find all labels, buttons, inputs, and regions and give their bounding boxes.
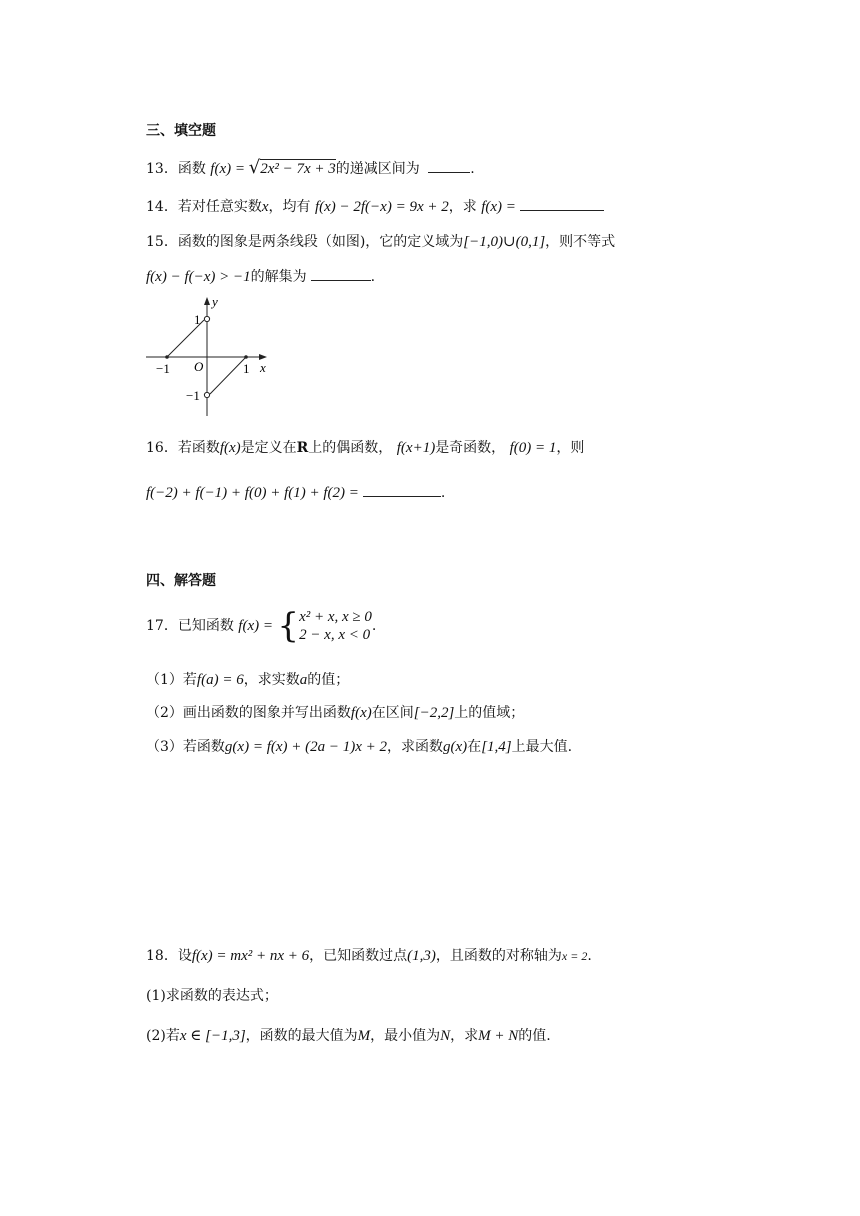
q18-p2-N: N [440, 1028, 451, 1044]
q13-pre: 函数 [177, 161, 206, 177]
q16-mid3: 是奇函数， [435, 440, 506, 456]
question-15-line1 [146, 232, 615, 252]
q17-p1-cond: f(a) = 6 [196, 672, 244, 688]
q15-text: 函数的图象是两条线段（如图)，它的定义域为 [177, 234, 464, 250]
q18-mid: ，已知函数过点 [309, 948, 408, 964]
q15-number: 15． [146, 234, 178, 250]
q13-number: 13． [146, 161, 178, 177]
q18-number: 18． [146, 948, 178, 964]
q16-R: R [296, 440, 309, 456]
q17-end: . [371, 618, 377, 634]
question-18 [146, 946, 592, 966]
origin-label: O [194, 359, 204, 374]
question-16-line1 [146, 438, 584, 458]
q13-post: 的递减区间为 [335, 161, 420, 177]
question-13 [146, 158, 475, 179]
q17-p3-g: g(x) [443, 739, 468, 755]
q17-lhs: f(x) = [238, 618, 273, 634]
q15-text-end: ，则不等式 [545, 234, 616, 250]
q15-inequality: f(x) − f(−x) > −1 [146, 269, 251, 285]
q18-p2-end: 的值. [518, 1028, 551, 1044]
point-neg1-0 [165, 355, 169, 359]
q18-p2-sum: M + N [478, 1028, 519, 1044]
case-2: 2 − x, x < 0 [299, 627, 371, 643]
q17-p1-var: a [299, 672, 308, 688]
q17-p3-interval: [1,4] [481, 739, 512, 755]
q13-end: . [470, 161, 475, 177]
q15-text2: 的解集为 [250, 269, 307, 285]
q17-p1-label: （1）若 [146, 672, 197, 688]
q17-p3-end: 上最大值. [511, 739, 573, 755]
q14-mid2: ，求 [448, 199, 477, 215]
q18-p2-M: M [357, 1028, 371, 1044]
q16-sum: f(−2) + f(−1) + f(0) + f(1) + f(2) = [146, 485, 359, 501]
y-axis-arrow [204, 297, 210, 305]
q18-pre: 设 [177, 948, 192, 964]
q17-number: 17． [146, 618, 178, 634]
sqrt-sign: √ [248, 157, 261, 178]
q17-p2-mid: 在区间 [371, 705, 414, 721]
open-point-0-neg1 [204, 392, 209, 397]
q14-pre: 若对任意实数 [177, 199, 262, 215]
q18-p2-cond: x ∈ [−1,3] [179, 1028, 246, 1044]
q16-answer-blank[interactable] [363, 482, 441, 497]
q18-part-1: (1)求函数的表达式； [146, 988, 278, 1004]
q13-answer-blank[interactable] [428, 158, 470, 173]
q16-mid1: 是定义在 [240, 440, 297, 456]
q16-end: . [440, 485, 446, 501]
q18-axis: x = 2 [561, 949, 588, 963]
q18-mid2: ，且函数的对称轴为 [435, 948, 562, 964]
q17-p3-gx: g(x) = f(x) + (2a − 1)x + 2 [224, 739, 388, 755]
q17-pre: 已知函数 [177, 618, 234, 634]
brace: { [277, 606, 300, 646]
q17-part-3 [146, 737, 572, 757]
q15-graph [140, 292, 280, 422]
q14-number: 14． [146, 199, 178, 215]
open-point-0-1 [204, 316, 209, 321]
question-16-line2 [146, 482, 445, 503]
q16-f0: f(0) = 1 [509, 440, 557, 456]
q17-p3-label: （3）若函数 [146, 739, 225, 755]
q18-p2-mid2: ，最小值为 [370, 1028, 441, 1044]
section-3-title: 三、填空题 [146, 123, 216, 139]
q17-p3-mid: ，求函数 [387, 739, 444, 755]
q16-number: 16． [146, 440, 178, 456]
question-14 [146, 196, 604, 217]
q17-p2-interval: [−2,2] [413, 705, 455, 721]
q16-mid2: 上的偶函数， [308, 440, 393, 456]
q14-rhs: f(x) = [481, 199, 516, 215]
q15-end: . [370, 269, 376, 285]
q16-fx: f(x) [219, 440, 241, 456]
tick-label-neg1-x: −1 [156, 361, 170, 376]
q18-p2-mid: ，函数的最大值为 [245, 1028, 358, 1044]
q16-end1: ，则 [556, 440, 585, 456]
q15-domain: [−1,0)∪(0,1] [463, 234, 546, 250]
q14-var-x: x [261, 199, 269, 215]
q18-point: (1,3) [407, 948, 436, 964]
point-1-0 [244, 355, 248, 359]
case-1: x² + x, x ≥ 0 [299, 609, 372, 625]
tick-label-1-x: 1 [243, 361, 250, 376]
q18-p2-mid3: ，求 [450, 1028, 479, 1044]
q14-answer-blank[interactable] [520, 196, 604, 211]
piecewise-cases [299, 608, 372, 644]
question-15-line2 [146, 266, 375, 287]
q17-p2-fx: f(x) [350, 705, 372, 721]
q13-radicand: 2x² − 7x + 3 [260, 161, 336, 177]
q18-fx: f(x) = mx² + nx + 6 [191, 948, 310, 964]
q17-part-1 [146, 670, 349, 690]
q17-p1-mid: ，求实数 [243, 672, 300, 688]
q14-mid: ，均有 [268, 199, 311, 215]
q15-answer-blank[interactable] [311, 266, 371, 281]
q17-p2-label: （2）画出函数的图象并写出函数 [146, 705, 351, 721]
question-17 [146, 608, 376, 644]
q17-p2-end: 上的值域； [454, 705, 525, 721]
q18-end: . [587, 948, 592, 964]
tick-label-neg1-y: −1 [186, 388, 200, 403]
q16-fx1: f(x+1) [396, 440, 436, 456]
section-4-title: 四、解答题 [146, 573, 216, 589]
q17-part-2 [146, 703, 524, 723]
tick-label-1-y: 1 [194, 312, 201, 327]
q14-equation: f(x) − 2f(−x) = 9x + 2 [314, 199, 449, 215]
q16-pre: 若函数 [177, 440, 220, 456]
q18-p2-pre: (2)若 [146, 1028, 180, 1044]
q13-lhs: f(x) = [210, 161, 249, 177]
segment-right [210, 357, 246, 394]
q17-p3-mid2: 在 [467, 739, 482, 755]
y-label: y [212, 294, 218, 309]
x-label: x [260, 360, 266, 375]
q17-p1-end: 的值； [307, 672, 350, 688]
q18-part-2 [146, 1026, 551, 1046]
